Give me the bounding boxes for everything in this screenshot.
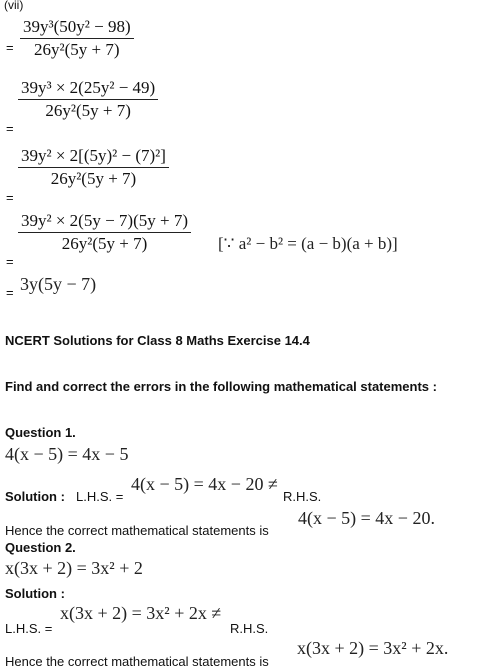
question-2-statement: x(3x + 2) = 3x² + 2 xyxy=(5,558,143,578)
lhs-prefix: L.H.S. = xyxy=(76,489,124,504)
fraction-numerator: 39y² × 2[(5y)² − (7)²] xyxy=(21,146,166,165)
equals-sign: = xyxy=(6,121,14,136)
fraction-numerator: 39y² × 2(5y − 7)(5y + 7) xyxy=(21,211,189,230)
question-2-label: Question 2. xyxy=(5,540,76,555)
equals-sign: = xyxy=(6,40,14,55)
section-title: NCERT Solutions for Class 8 Maths Exercise 14.4 xyxy=(5,333,310,348)
lhs-prefix: L.H.S. = xyxy=(5,621,53,636)
fraction-denominator: 26y²(5y + 7) xyxy=(61,234,148,253)
fraction-denominator: 26y²(5y + 7) xyxy=(50,169,137,188)
identity-note: [∵ a² − b² = (a − b)(a + b)] xyxy=(218,234,398,253)
fraction-step-2 xyxy=(18,78,158,121)
correct-statement-prefix: Hence the correct mathematical statements is xyxy=(5,523,269,538)
equals-sign: = xyxy=(6,190,14,205)
equals-sign: = xyxy=(6,254,14,269)
question-1-correct: 4(x − 5) = 4x − 20. xyxy=(298,508,435,528)
rhs-suffix: R.H.S. xyxy=(283,489,322,504)
final-result: 3y(5y − 7) xyxy=(20,274,97,294)
fraction-numerator: 39y³(50y² − 98) xyxy=(23,17,131,36)
fraction-denominator: 26y²(5y + 7) xyxy=(34,40,120,59)
equals-sign: = xyxy=(6,285,14,300)
correct-statement-prefix: Hence the correct mathematical statements is xyxy=(5,654,269,669)
question-2-lhs: x(3x + 2) = 3x² + 2x ≠ xyxy=(60,603,222,623)
question-1-label: Question 1. xyxy=(5,425,76,440)
fraction-numerator: 39y³ × 2(25y² − 49) xyxy=(21,78,156,97)
part-label: (vii) xyxy=(4,0,24,12)
fraction-denominator: 26y²(5y + 7) xyxy=(45,101,131,120)
solution-label: Solution : xyxy=(5,489,65,504)
fraction-step-4 xyxy=(18,211,191,254)
fraction-step-1 xyxy=(20,17,134,60)
solution-label: Solution : xyxy=(5,586,65,601)
question-2-correct: x(3x + 2) = 3x² + 2x. xyxy=(297,638,449,658)
rhs-suffix: R.H.S. xyxy=(230,621,269,636)
instruction-text: Find and correct the errors in the following mathematical statements : xyxy=(5,379,437,394)
fraction-step-3 xyxy=(18,146,169,189)
question-1-statement: 4(x − 5) = 4x − 5 xyxy=(5,444,129,464)
question-1-lhs: 4(x − 5) = 4x − 20 ≠ xyxy=(131,474,278,494)
